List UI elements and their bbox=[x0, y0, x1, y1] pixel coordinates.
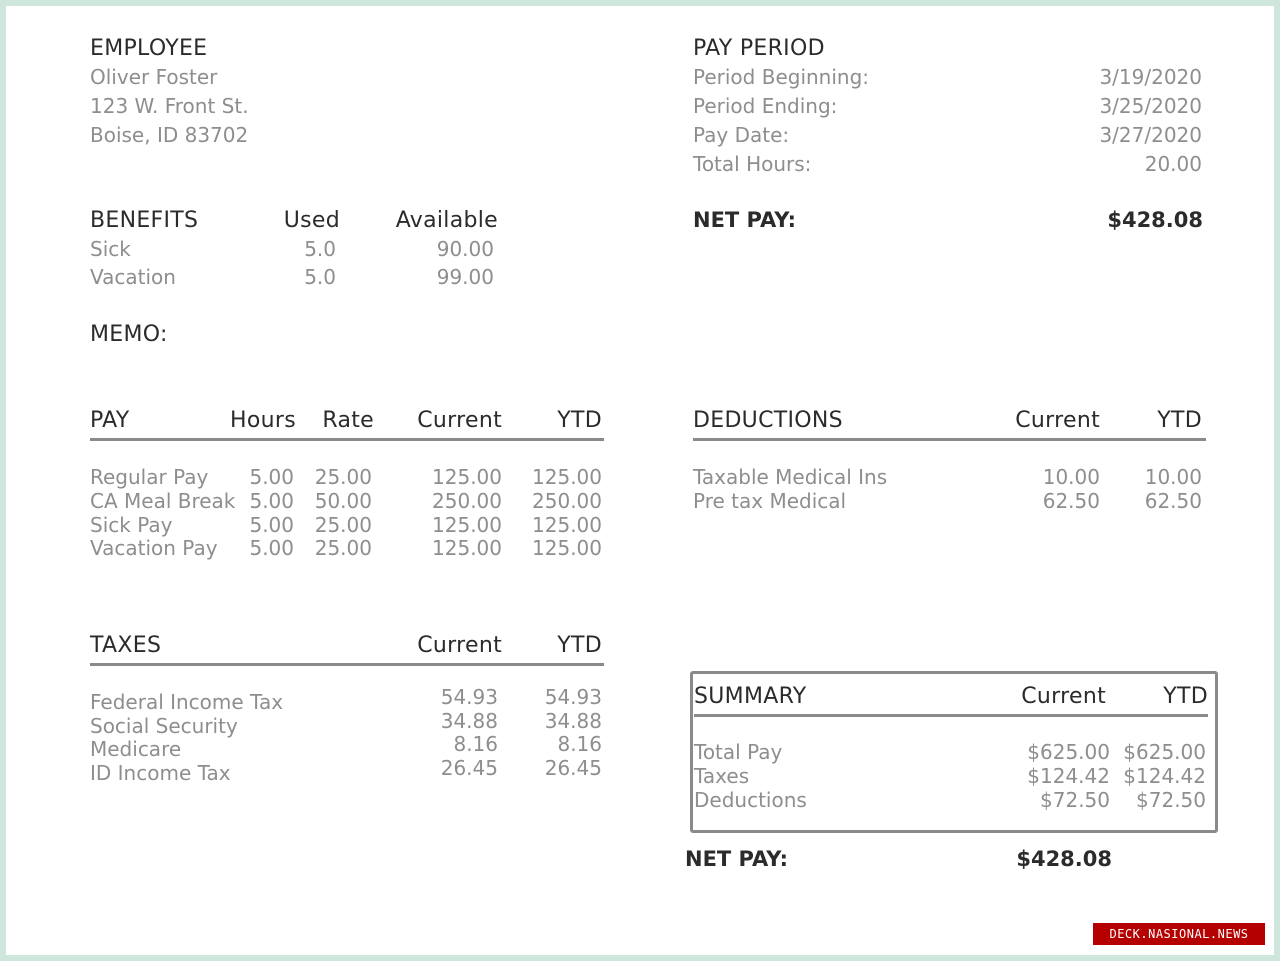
pay-row-name: Regular Pay bbox=[90, 465, 209, 489]
pay-heading: PAY bbox=[90, 408, 130, 433]
pay-row-name: Sick Pay bbox=[90, 513, 173, 537]
pay-row-current: 125.00 bbox=[432, 536, 502, 560]
pay-row-hours: 5.00 bbox=[249, 513, 294, 537]
net-pay-top-label: NET PAY: bbox=[693, 208, 797, 232]
pay-row-ytd: 250.00 bbox=[532, 489, 602, 513]
benefits-heading: BENEFITS bbox=[90, 208, 199, 233]
taxes-heading: TAXES bbox=[90, 633, 162, 658]
pay-row-ytd: 125.00 bbox=[532, 513, 602, 537]
tax-row-ytd: 34.88 bbox=[544, 709, 602, 733]
summary-row-name: Total Pay bbox=[694, 740, 783, 764]
pay-date-label: Pay Date: bbox=[693, 123, 790, 147]
taxes-ytd-header: YTD bbox=[557, 633, 602, 658]
deduction-row-name: Pre tax Medical bbox=[693, 489, 847, 513]
pay-row-rate: 50.00 bbox=[314, 489, 372, 513]
tax-row-current: 8.16 bbox=[453, 732, 498, 756]
tax-row-name: Medicare bbox=[90, 737, 182, 761]
deductions-divider bbox=[693, 438, 1206, 441]
employee-name: Oliver Foster bbox=[90, 65, 218, 89]
tax-row-name: Federal Income Tax bbox=[90, 690, 284, 714]
period-ending-label: Period Ending: bbox=[693, 94, 838, 118]
deductions-ytd-header: YTD bbox=[1157, 408, 1202, 433]
tax-row-name: ID Income Tax bbox=[90, 761, 231, 785]
benefits-used-header: Used bbox=[283, 208, 340, 233]
tax-row-ytd: 26.45 bbox=[544, 756, 602, 780]
deductions-current-header: Current bbox=[1015, 408, 1100, 433]
pay-row-name: Vacation Pay bbox=[90, 536, 218, 560]
pay-stub bbox=[6, 6, 1274, 955]
period-ending-value: 3/25/2020 bbox=[1099, 94, 1202, 118]
pay-row-hours: 5.00 bbox=[249, 465, 294, 489]
tax-row-current: 26.45 bbox=[440, 756, 498, 780]
pay-row-ytd: 125.00 bbox=[532, 536, 602, 560]
summary-row-current: $124.42 bbox=[1027, 764, 1110, 788]
pay-row-name: CA Meal Break bbox=[90, 489, 236, 513]
pay-ytd-header: YTD bbox=[557, 408, 602, 433]
pay-row-rate: 25.00 bbox=[314, 513, 372, 537]
tax-row-current: 54.93 bbox=[440, 685, 498, 709]
benefit-used: 5.0 bbox=[304, 265, 336, 289]
net-pay-bottom-value: $428.08 bbox=[1016, 847, 1112, 871]
memo-label: MEMO: bbox=[90, 322, 168, 347]
summary-divider bbox=[694, 714, 1208, 717]
pay-row-ytd: 125.00 bbox=[532, 465, 602, 489]
total-hours-label: Total Hours: bbox=[693, 152, 812, 176]
employee-address-line2: Boise, ID 83702 bbox=[90, 123, 249, 147]
net-pay-top-value: $428.08 bbox=[1107, 208, 1203, 232]
benefit-name: Vacation bbox=[90, 265, 176, 289]
pay-divider bbox=[90, 438, 604, 441]
summary-row-ytd: $124.42 bbox=[1123, 764, 1206, 788]
benefit-available: 90.00 bbox=[436, 237, 494, 261]
pay-current-header: Current bbox=[417, 408, 502, 433]
pay-row-hours: 5.00 bbox=[249, 536, 294, 560]
deduction-row-current: 62.50 bbox=[1042, 489, 1100, 513]
total-hours-value: 20.00 bbox=[1144, 152, 1202, 176]
period-beginning-value: 3/19/2020 bbox=[1099, 65, 1202, 89]
summary-heading: SUMMARY bbox=[694, 684, 807, 709]
summary-row-ytd: $625.00 bbox=[1123, 740, 1206, 764]
deduction-row-ytd: 62.50 bbox=[1144, 489, 1202, 513]
watermark-label: DECK.NASIONAL.NEWS bbox=[1093, 923, 1265, 945]
tax-row-current: 34.88 bbox=[440, 709, 498, 733]
deduction-row-current: 10.00 bbox=[1042, 465, 1100, 489]
net-pay-bottom-label: NET PAY: bbox=[685, 847, 789, 871]
pay-row-current: 125.00 bbox=[432, 465, 502, 489]
employee-heading: EMPLOYEE bbox=[90, 36, 208, 61]
deduction-row-name: Taxable Medical Ins bbox=[693, 465, 888, 489]
summary-row-current: $72.50 bbox=[1040, 788, 1110, 812]
summary-row-current: $625.00 bbox=[1027, 740, 1110, 764]
summary-row-name: Deductions bbox=[694, 788, 807, 812]
period-beginning-label: Period Beginning: bbox=[693, 65, 870, 89]
summary-row-name: Taxes bbox=[694, 764, 750, 788]
pay-row-current: 125.00 bbox=[432, 513, 502, 537]
pay-row-rate: 25.00 bbox=[314, 465, 372, 489]
tax-row-name: Social Security bbox=[90, 714, 238, 738]
tax-row-ytd: 54.93 bbox=[544, 685, 602, 709]
taxes-current-header: Current bbox=[417, 633, 502, 658]
taxes-divider bbox=[90, 663, 604, 666]
summary-ytd-header: YTD bbox=[1163, 684, 1208, 709]
pay-period-heading: PAY PERIOD bbox=[693, 36, 825, 61]
benefit-name: Sick bbox=[90, 237, 131, 261]
pay-date-value: 3/27/2020 bbox=[1099, 123, 1202, 147]
deductions-heading: DEDUCTIONS bbox=[693, 408, 843, 433]
pay-row-current: 250.00 bbox=[432, 489, 502, 513]
pay-rate-header: Rate bbox=[322, 408, 374, 433]
pay-row-hours: 5.00 bbox=[249, 489, 294, 513]
benefit-used: 5.0 bbox=[304, 237, 336, 261]
tax-row-ytd: 8.16 bbox=[557, 732, 602, 756]
deduction-row-ytd: 10.00 bbox=[1144, 465, 1202, 489]
summary-row-ytd: $72.50 bbox=[1136, 788, 1206, 812]
employee-address-line1: 123 W. Front St. bbox=[90, 94, 249, 118]
pay-row-rate: 25.00 bbox=[314, 536, 372, 560]
benefit-available: 99.00 bbox=[436, 265, 494, 289]
benefits-available-header: Available bbox=[395, 208, 498, 233]
summary-current-header: Current bbox=[1021, 684, 1106, 709]
pay-hours-header: Hours bbox=[230, 408, 296, 433]
